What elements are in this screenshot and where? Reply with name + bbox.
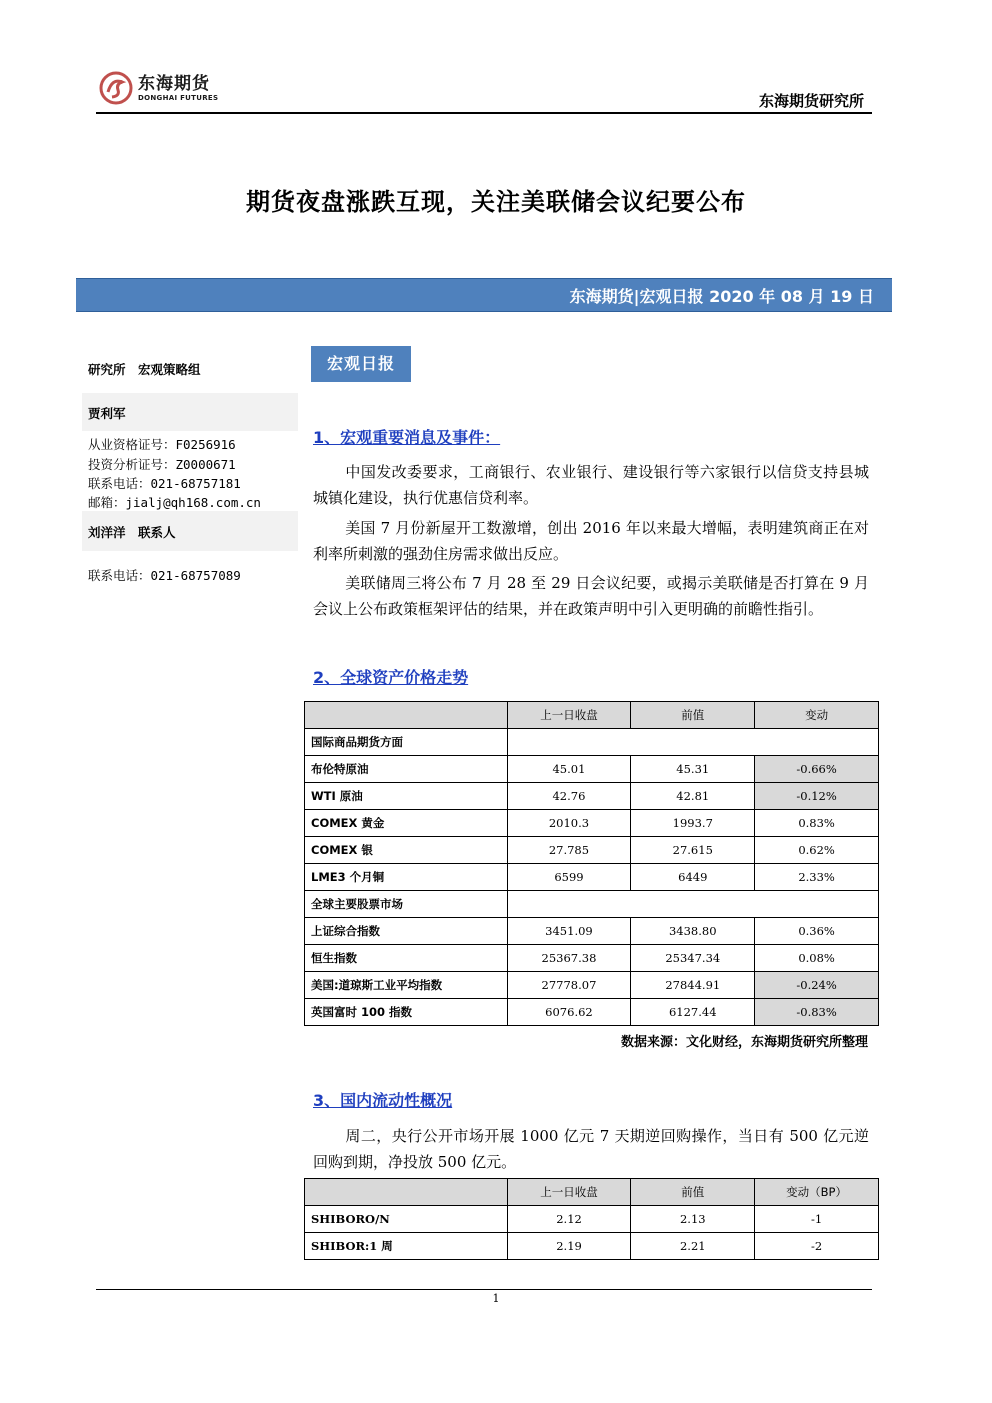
page-number: 1 xyxy=(492,1292,500,1305)
dragon-logo-icon xyxy=(98,70,134,106)
change-value: -0.66% xyxy=(755,756,879,783)
change-value: 0.08% xyxy=(755,945,879,972)
analyst1-phone: 联系电话：021-68757181 xyxy=(88,476,241,491)
previous-value: 27844.91 xyxy=(631,972,755,999)
change-value: -2 xyxy=(755,1233,879,1260)
header-blank-cell xyxy=(305,702,508,729)
previous-value: 2.21 xyxy=(631,1233,755,1260)
prev-close-value: 2.19 xyxy=(507,1233,631,1260)
table-row xyxy=(305,810,879,837)
logo-english-name: DONGHAI FUTURES xyxy=(138,93,219,102)
table-row xyxy=(305,837,879,864)
previous-value: 27.615 xyxy=(631,837,755,864)
section1-paragraph-1-text: 中国发改委要求，工商银行、农业银行、建设银行等六家银行以信贷支持县城城镇化建设，执行优惠信贷利率。 xyxy=(313,463,869,507)
table-row xyxy=(305,999,879,1026)
row-label: 上证综合指数 xyxy=(305,918,508,945)
prev-close-value: 27778.07 xyxy=(507,972,631,999)
previous-value: 25347.34 xyxy=(631,945,755,972)
header-prev-close: 上一日收盘 xyxy=(507,702,631,729)
table-row xyxy=(305,972,879,999)
table-row xyxy=(305,864,879,891)
analyst2-phone: 联系电话：021-68757089 xyxy=(88,568,241,583)
global-asset-table xyxy=(304,701,879,1026)
banner-text: 东海期货|宏观日报 2020 年 08 月 19 日 xyxy=(569,287,874,306)
section3-paragraph-text: 周二，央行公开市场开展 1000 亿元 7 天期逆回购操作，当日有 500 亿元逆回购到期，净投放 500 亿元。 xyxy=(313,1127,869,1171)
row-label: COMEX 银 xyxy=(305,837,508,864)
section3-paragraph xyxy=(313,1123,869,1175)
prev-close-value: 6599 xyxy=(507,864,631,891)
header-prev-close: 上一日收盘 xyxy=(507,1179,631,1206)
previous-value: 6127.44 xyxy=(631,999,755,1026)
table-row xyxy=(305,1233,879,1260)
section1-title: 1、宏观重要消息及事件： xyxy=(313,428,501,447)
prev-close-value: 6076.62 xyxy=(507,999,631,1026)
group-blank-cell xyxy=(507,729,878,756)
prev-close-value: 2.12 xyxy=(507,1206,631,1233)
table-row xyxy=(305,756,879,783)
change-value: 2.33% xyxy=(755,864,879,891)
table-header-row xyxy=(305,1179,879,1206)
section1-paragraph-3 xyxy=(313,570,869,622)
row-label: 英国富时 100 指数 xyxy=(305,999,508,1026)
prev-close-value: 25367.38 xyxy=(507,945,631,972)
prev-close-value: 45.01 xyxy=(507,756,631,783)
footer-divider xyxy=(96,1289,872,1290)
institute-name: 东海期货研究所 xyxy=(758,92,864,110)
prev-close-value: 3451.09 xyxy=(507,918,631,945)
change-value: 0.62% xyxy=(755,837,879,864)
header-change: 变动 xyxy=(755,702,879,729)
previous-value: 6449 xyxy=(631,864,755,891)
change-value: 0.36% xyxy=(755,918,879,945)
header-change-bp: 变动（BP） xyxy=(755,1179,879,1206)
previous-value: 1993.7 xyxy=(631,810,755,837)
section3-title: 3、国内流动性概况 xyxy=(313,1091,453,1110)
table-group-row xyxy=(305,729,879,756)
prev-close-value: 42.76 xyxy=(507,783,631,810)
row-label: 恒生指数 xyxy=(305,945,508,972)
change-value: -0.24% xyxy=(755,972,879,999)
row-label: SHIBORO/N xyxy=(305,1206,508,1233)
header-blank-cell xyxy=(305,1179,508,1206)
section1-paragraph-1 xyxy=(313,459,869,511)
row-label: LME3 个月铜 xyxy=(305,864,508,891)
company-logo xyxy=(98,68,228,108)
table-row xyxy=(305,945,879,972)
logo-chinese-name: 东海期货 xyxy=(138,73,210,94)
section1-paragraph-3-text: 美联储周三将公布 7 月 28 至 29 日会议纪要，或揭示美联储是否打算在 9 月会议上公布政策框架评估的结果，并在政策声明中引入更明确的前瞻性指引。 xyxy=(313,574,869,618)
report-type-tag: 宏观日报 xyxy=(311,346,411,382)
group-label-commodities: 国际商品期货方面 xyxy=(305,729,508,756)
analyst2-name: 刘洋洋 联系人 xyxy=(88,525,176,540)
row-label: WTI 原油 xyxy=(305,783,508,810)
data-source-note: 数据来源：文化财经，东海期货研究所整理 xyxy=(620,1035,868,1050)
group-blank-cell xyxy=(507,891,878,918)
section2-title: 2、全球资产价格走势 xyxy=(313,668,469,687)
analyst1-invest-license: 投资分析证号：Z0000671 xyxy=(88,457,236,472)
liquidity-table xyxy=(304,1178,879,1260)
header-previous: 前值 xyxy=(631,1179,755,1206)
analyst1-email[interactable]: 邮箱：jialj@qh168.com.cn xyxy=(88,495,261,510)
analyst1-name: 贾利军 xyxy=(88,406,126,421)
page-title: 期货夜盘涨跌互现，关注美联储会议纪要公布 xyxy=(246,188,746,216)
analyst1-license: 从业资格证号：F0256916 xyxy=(88,437,236,452)
row-label: COMEX 黄金 xyxy=(305,810,508,837)
report-banner xyxy=(76,278,892,312)
change-value: -1 xyxy=(755,1206,879,1233)
row-label: 布伦特原油 xyxy=(305,756,508,783)
change-value: -0.83% xyxy=(755,999,879,1026)
table-row xyxy=(305,918,879,945)
table-row xyxy=(305,783,879,810)
prev-close-value: 2010.3 xyxy=(507,810,631,837)
previous-value: 3438.80 xyxy=(631,918,755,945)
table-header-row xyxy=(305,702,879,729)
row-label: SHIBOR:1 周 xyxy=(305,1233,508,1260)
header-previous: 前值 xyxy=(631,702,755,729)
prev-close-value: 27.785 xyxy=(507,837,631,864)
previous-value: 45.31 xyxy=(631,756,755,783)
row-label: 美国:道琼斯工业平均指数 xyxy=(305,972,508,999)
table-group-row xyxy=(305,891,879,918)
research-group: 研究所 宏观策略组 xyxy=(88,362,201,377)
group-label-stocks: 全球主要股票市场 xyxy=(305,891,508,918)
change-value: -0.12% xyxy=(755,783,879,810)
header-divider xyxy=(96,112,872,114)
table-row xyxy=(305,1206,879,1233)
section1-paragraph-2-text: 美国 7 月份新屋开工数激增，创出 2016 年以来最大增幅，表明建筑商正在对利率所刺激的强劲住房需求做出反应。 xyxy=(313,519,869,563)
section1-paragraph-2 xyxy=(313,515,869,567)
change-value: 0.83% xyxy=(755,810,879,837)
previous-value: 2.13 xyxy=(631,1206,755,1233)
previous-value: 42.81 xyxy=(631,783,755,810)
